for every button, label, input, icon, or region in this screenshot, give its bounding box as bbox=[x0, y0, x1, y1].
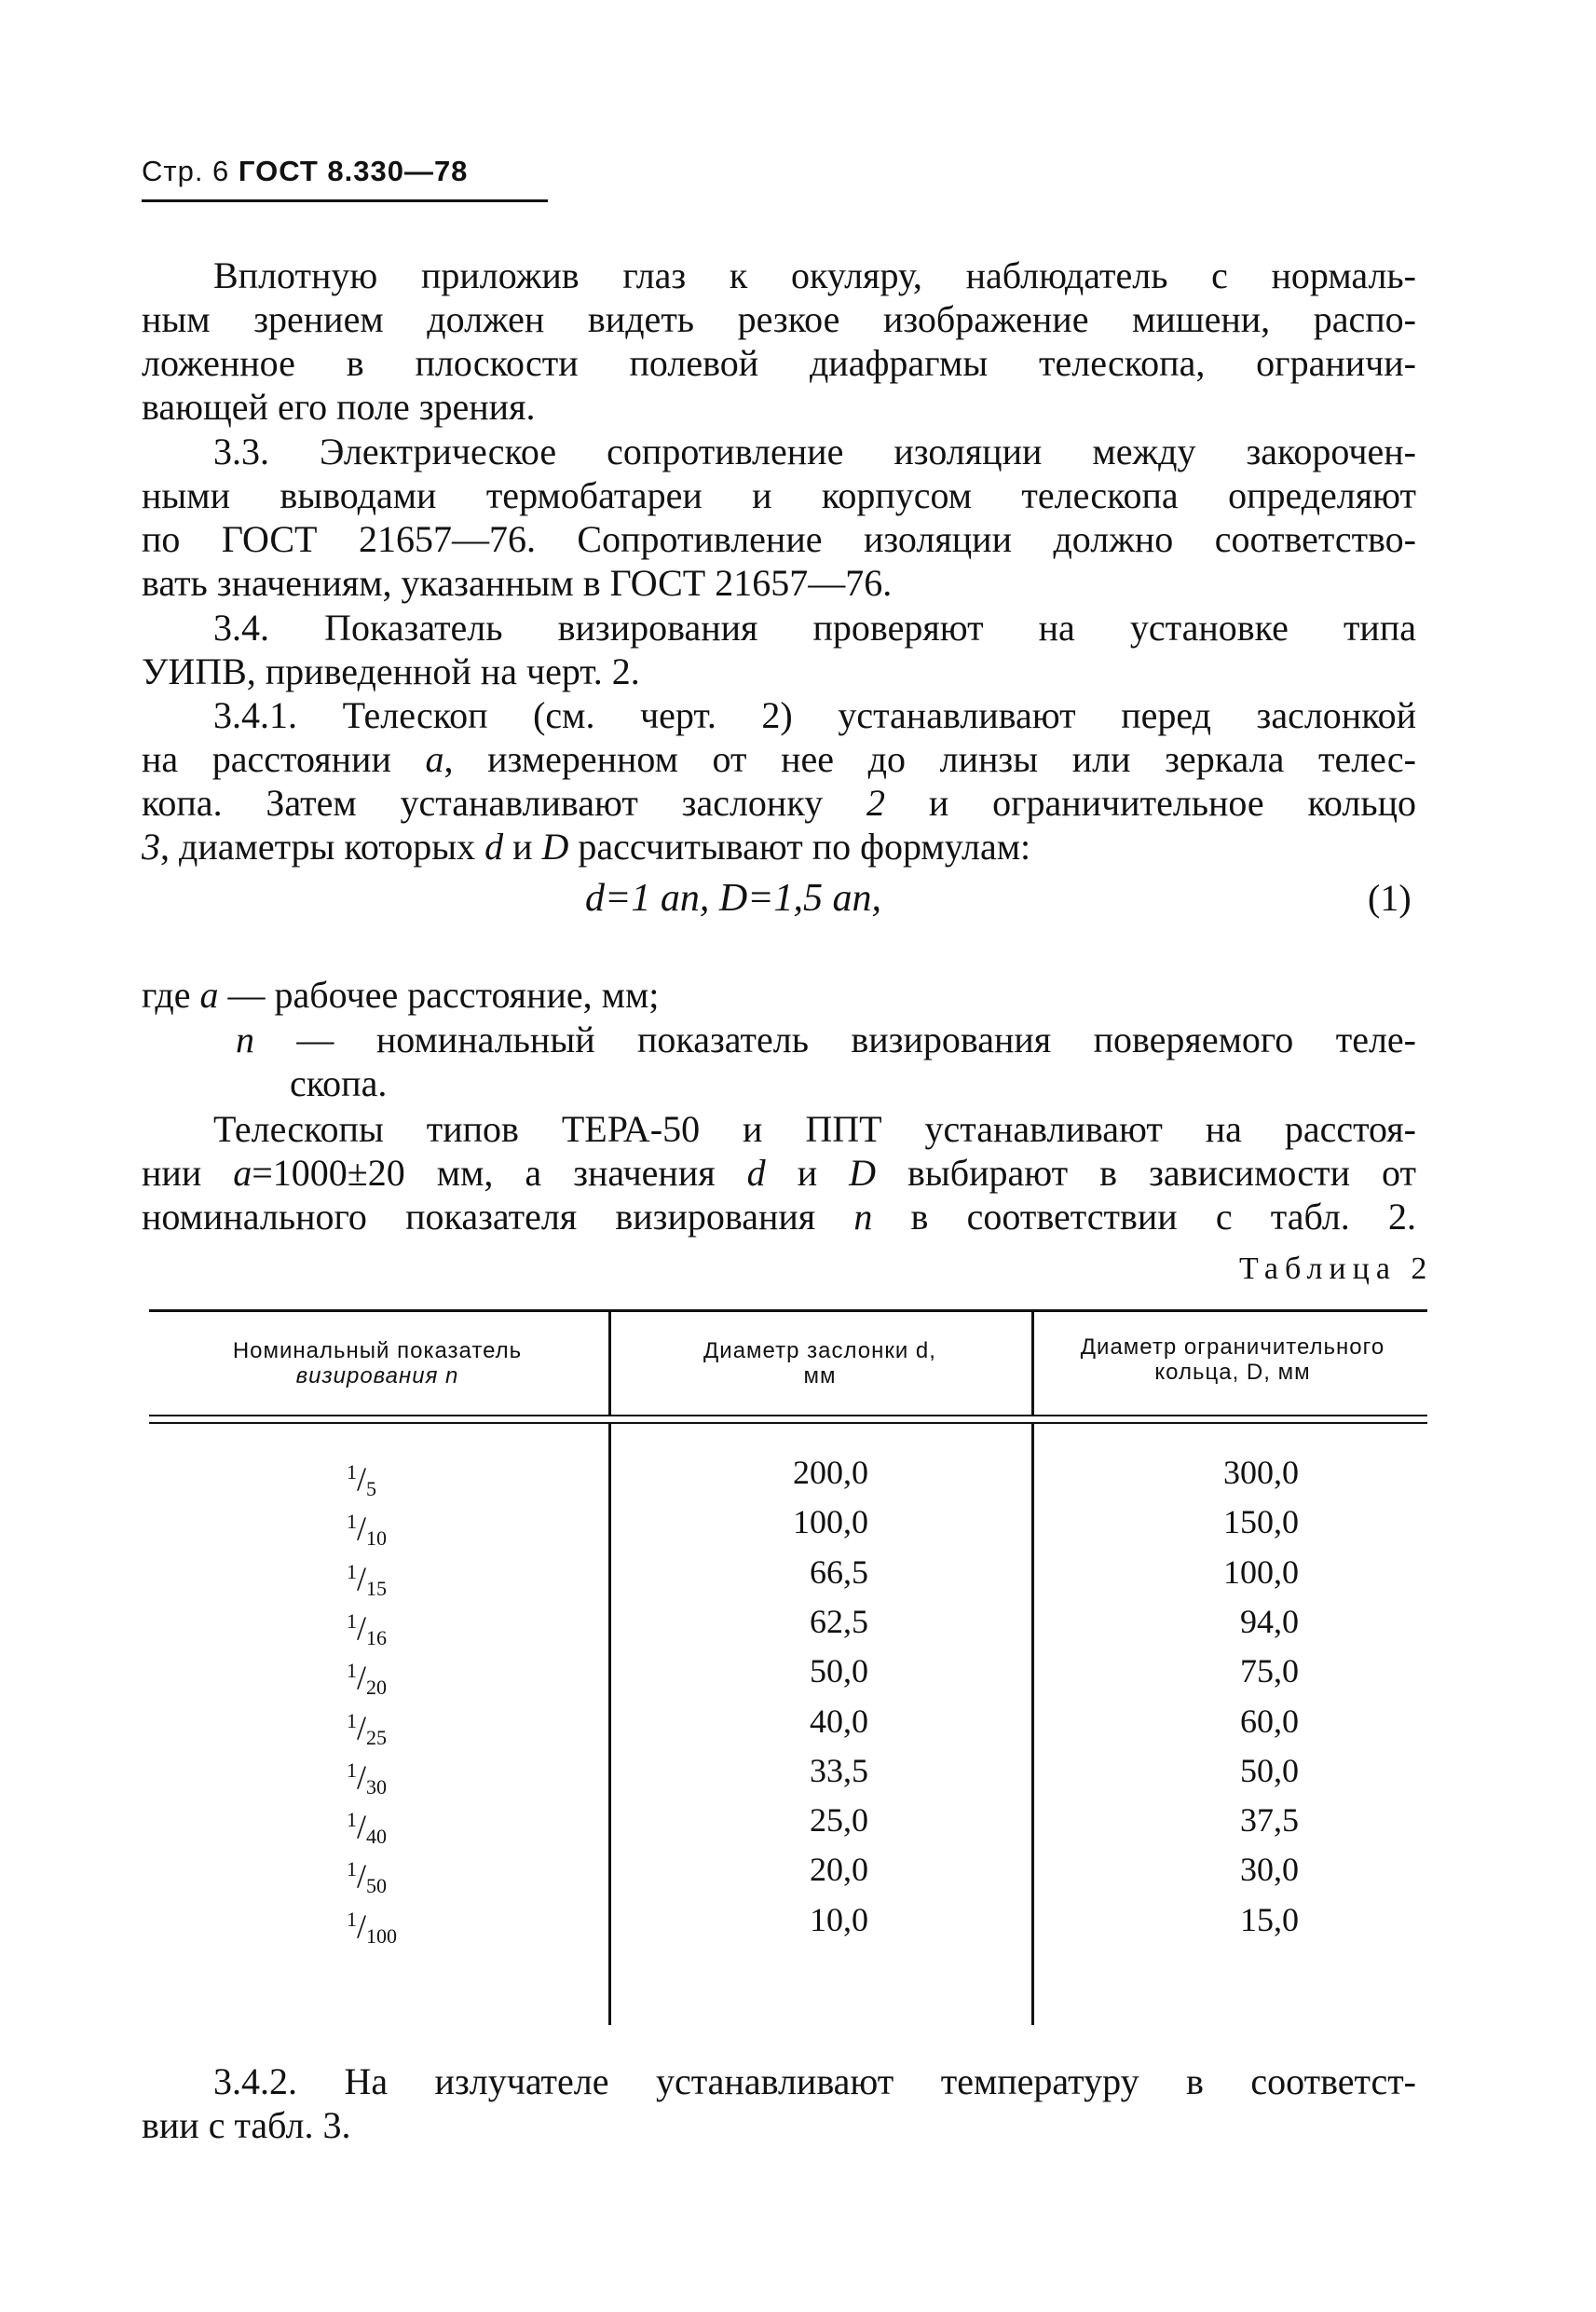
table-cell-ring-diameter: 100,0 bbox=[1223, 1553, 1299, 1591]
text-line: вающей его поле зрения. bbox=[142, 386, 536, 428]
text-line: копа. Затем устанавливают заслонку 2 и ограничительное кольцо bbox=[142, 782, 1416, 824]
paragraph-3-4 bbox=[142, 606, 1416, 693]
table-column-divider bbox=[608, 1424, 611, 2025]
text-line: ложенное в плоскости полевой диафрагмы телескопа, ограничи- bbox=[142, 342, 1416, 384]
text-line: ными выводами термобатареи и корпусом телескопа определяют bbox=[142, 474, 1416, 516]
text-line: 3.4.1. Телескоп (см. черт. 2) устанавливают перед заслонкой bbox=[213, 694, 1416, 736]
formula: d=1 an, D=1,5 an, bbox=[585, 877, 882, 920]
table-cell-index: $^1/_{20}$ bbox=[347, 1659, 388, 1699]
table-cell-index: $^1/_{10}$ bbox=[347, 1510, 388, 1550]
table-header-rule bbox=[149, 1415, 1427, 1416]
formula-number: (1) bbox=[1368, 877, 1412, 919]
table-cell-ring-diameter: 60,0 bbox=[1240, 1703, 1299, 1740]
text-line: на расстоянии a, измеренном от нее до линзы или зеркала телес- bbox=[142, 738, 1416, 780]
text-line: УИПВ, приведенной на черт. 2. bbox=[142, 650, 640, 692]
where-line-n bbox=[236, 1018, 1416, 1105]
table-cell-shutter-diameter: 20,0 bbox=[810, 1851, 868, 1888]
intro-paragraph bbox=[142, 253, 1416, 429]
text-line: вать значениям, указанным в ГОСТ 21657—76. bbox=[142, 562, 893, 604]
table-cell-ring-diameter: 300,0 bbox=[1223, 1454, 1299, 1491]
table-cell-index: $^1/_{40}$ bbox=[347, 1808, 388, 1848]
table-column-divider bbox=[608, 1312, 611, 1415]
table-cell-ring-diameter: 37,5 bbox=[1240, 1801, 1299, 1839]
text-line: скопа. bbox=[290, 1062, 388, 1104]
page-header bbox=[142, 155, 468, 188]
text-line: Вплотную приложив глаз к окуляру, наблюдатель с нормаль- bbox=[213, 254, 1416, 296]
table-cell-index: $^1/_{100}$ bbox=[347, 1908, 398, 1948]
page-number: Стр. 6 bbox=[142, 155, 230, 187]
text-line: 3, диаметры которых d и D рассчитывают по формулам: bbox=[142, 826, 1031, 868]
table-cell-ring-diameter: 150,0 bbox=[1223, 1503, 1299, 1540]
text-line: нии a=1000±20 мм, а значения d и D выбирают в зависимости от bbox=[142, 1152, 1417, 1194]
table-cell-ring-diameter: 30,0 bbox=[1240, 1851, 1299, 1888]
table-cell-shutter-diameter: 200,0 bbox=[793, 1454, 868, 1491]
text-line: 3.4.2. На излучателе устанавливают температуру в соответст- bbox=[213, 2060, 1416, 2102]
col-header-shutter-diameter: Диаметр заслонки d, мм bbox=[703, 1338, 936, 1389]
table-cell-shutter-diameter: 25,0 bbox=[810, 1801, 868, 1839]
table-cell-index: $^1/_{50}$ bbox=[347, 1857, 388, 1897]
text-line: Телескопы типов ТЕРА-50 и ППТ устанавливают на расстоя- bbox=[213, 1108, 1416, 1150]
table-top-rule bbox=[149, 1309, 1427, 1312]
table-caption: Таблица 2 bbox=[1239, 1252, 1434, 1286]
table-header-rule bbox=[149, 1422, 1427, 1424]
text-line: 3.4. Показатель визирования проверяют на установке типа bbox=[213, 607, 1416, 649]
header-rule bbox=[142, 199, 548, 202]
paragraph-3-3 bbox=[142, 430, 1416, 605]
table-column-divider bbox=[1031, 1424, 1034, 2025]
paragraph-3-4-2 bbox=[142, 2059, 1416, 2147]
table-cell-ring-diameter: 15,0 bbox=[1240, 1901, 1299, 1938]
table-cell-index: $^1/_5$ bbox=[347, 1460, 377, 1500]
standard-code: ГОСТ 8.330—78 bbox=[238, 155, 469, 187]
text-line: по ГОСТ 21657—76. Сопротивление изоляции должно соответство- bbox=[142, 518, 1416, 560]
text-line: 3.3. Электрическое сопротивление изоляции между закорочен- bbox=[213, 431, 1416, 472]
table-cell-shutter-diameter: 33,5 bbox=[810, 1752, 868, 1789]
table-cell-shutter-diameter: 62,5 bbox=[810, 1603, 868, 1640]
text-line: n — номинальный показатель визирования поверяемого теле- bbox=[236, 1019, 1416, 1060]
table-cell-shutter-diameter: 66,5 bbox=[810, 1553, 868, 1591]
col-header-ring-diameter: Диаметр ограничительного кольца, D, мм bbox=[1080, 1334, 1385, 1385]
table-cell-shutter-diameter: 50,0 bbox=[810, 1652, 868, 1690]
table-cell-index: $^1/_{15}$ bbox=[347, 1560, 388, 1600]
table-cell-ring-diameter: 75,0 bbox=[1240, 1652, 1299, 1690]
table-cell-ring-diameter: 50,0 bbox=[1240, 1752, 1299, 1789]
table-cell-shutter-diameter: 100,0 bbox=[793, 1503, 868, 1540]
table-cell-shutter-diameter: 40,0 bbox=[810, 1703, 868, 1740]
col-header-index: Номинальный показатель визирования n bbox=[232, 1338, 523, 1389]
paragraph-telescopes bbox=[142, 1107, 1416, 1238]
table-cell-index: $^1/_{16}$ bbox=[347, 1609, 388, 1649]
text-line: ным зрением должен видеть резкое изображение мишени, распо- bbox=[142, 298, 1416, 340]
paragraph-3-4-1 bbox=[142, 693, 1416, 869]
table-cell-shutter-diameter: 10,0 bbox=[810, 1901, 868, 1938]
table-column-divider bbox=[1031, 1312, 1034, 1415]
table-cell-index: $^1/_{25}$ bbox=[347, 1709, 388, 1749]
table-cell-ring-diameter: 94,0 bbox=[1240, 1603, 1299, 1640]
text-line: вии с табл. 3. bbox=[142, 2104, 351, 2146]
text-line: номинального показателя визирования n в соответствии с табл. 2. bbox=[142, 1196, 1416, 1238]
where-line-a: где a — рабочее расстояние, мм; bbox=[142, 974, 660, 1016]
table-cell-index: $^1/_{30}$ bbox=[347, 1758, 388, 1799]
